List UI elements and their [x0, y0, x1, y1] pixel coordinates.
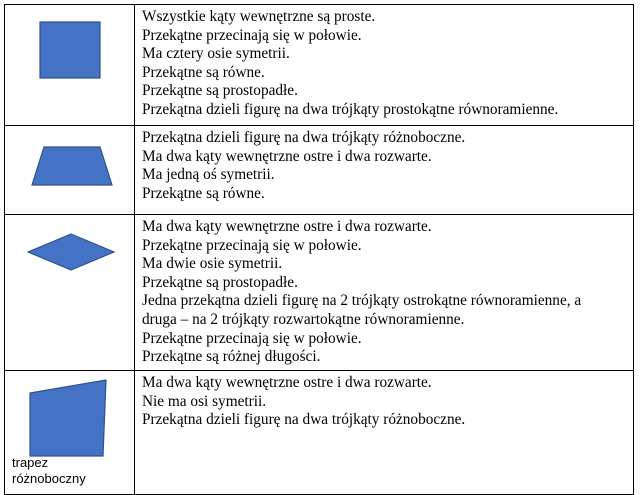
property-line: Ma dwie osie symetrii.: [142, 255, 283, 273]
property-line: Przekątne są prostopadłe.: [142, 273, 298, 291]
table-row: [5, 371, 634, 495]
property-line: Przekątna dzieli figurę na dwa trójkąty różnoboczne.: [142, 129, 466, 146]
property-line: Przekątna dzieli figurę na dwa trójkąty prostokątne równoramienne.: [142, 100, 559, 118]
property-line: Ma dwa kąty wewnętrzne ostre i dwa rozwarte.: [142, 147, 432, 165]
property-line: Nie ma osi symetrii.: [142, 392, 267, 410]
property-line: Ma dwa kąty wewnętrzne ostre i dwa rozwarte.: [142, 218, 432, 235]
properties-cell: [135, 5, 634, 126]
table-row: [5, 126, 634, 215]
properties-cell: [135, 215, 634, 371]
property-line: Przekątne są równe.: [142, 184, 265, 202]
properties-cell: [135, 371, 634, 495]
property-line: Przekątne są różnej długości.: [142, 348, 321, 366]
shape-cell: [5, 5, 135, 126]
property-line: Ma cztery osie symetrii.: [142, 45, 290, 63]
shape-caption-line-2: różnoboczny: [12, 471, 86, 486]
property-line: Ma dwa kąty wewnętrzne ostre i dwa rozwarte.: [142, 374, 432, 391]
property-line: Wszystkie kąty wewnętrzne są proste.: [142, 8, 376, 25]
table-row: [5, 5, 634, 126]
property-line: Ma jedną oś symetrii.: [142, 166, 275, 184]
shape-cell: [5, 215, 135, 371]
properties-cell: [135, 126, 634, 215]
property-line: Przekątna dzieli figurę na dwa trójkąty różnoboczne.: [142, 411, 466, 429]
scalene-trapezoid-shape-icon: [28, 379, 108, 457]
square-shape-icon: [39, 21, 101, 79]
rhombus-shape-icon: [27, 233, 115, 271]
quadrilateral-properties-table: [4, 4, 634, 495]
property-line: Przekątne są równe.: [142, 63, 265, 81]
property-line: Przekątne są prostopadłe.: [142, 82, 298, 100]
shape-cell: [5, 126, 135, 215]
property-line: Jedna przekątna dzieli figurę na 2 trójkąty ostrokątne równoramienne, a: [142, 292, 582, 310]
property-line: Przekątne przecinają się w połowie.: [142, 236, 362, 254]
property-line: Przekątne przecinają się w połowie.: [142, 26, 362, 44]
property-line: druga – na 2 trójkąty rozwartokątne równoramienne.: [142, 310, 465, 328]
table-row: [5, 215, 634, 371]
shape-cell: [5, 371, 135, 495]
isosceles-trapezoid-shape-icon: [31, 146, 113, 186]
property-line: Przekątne przecinają się w połowie.: [142, 329, 362, 347]
shape-caption-line-1: trapez: [12, 455, 49, 470]
